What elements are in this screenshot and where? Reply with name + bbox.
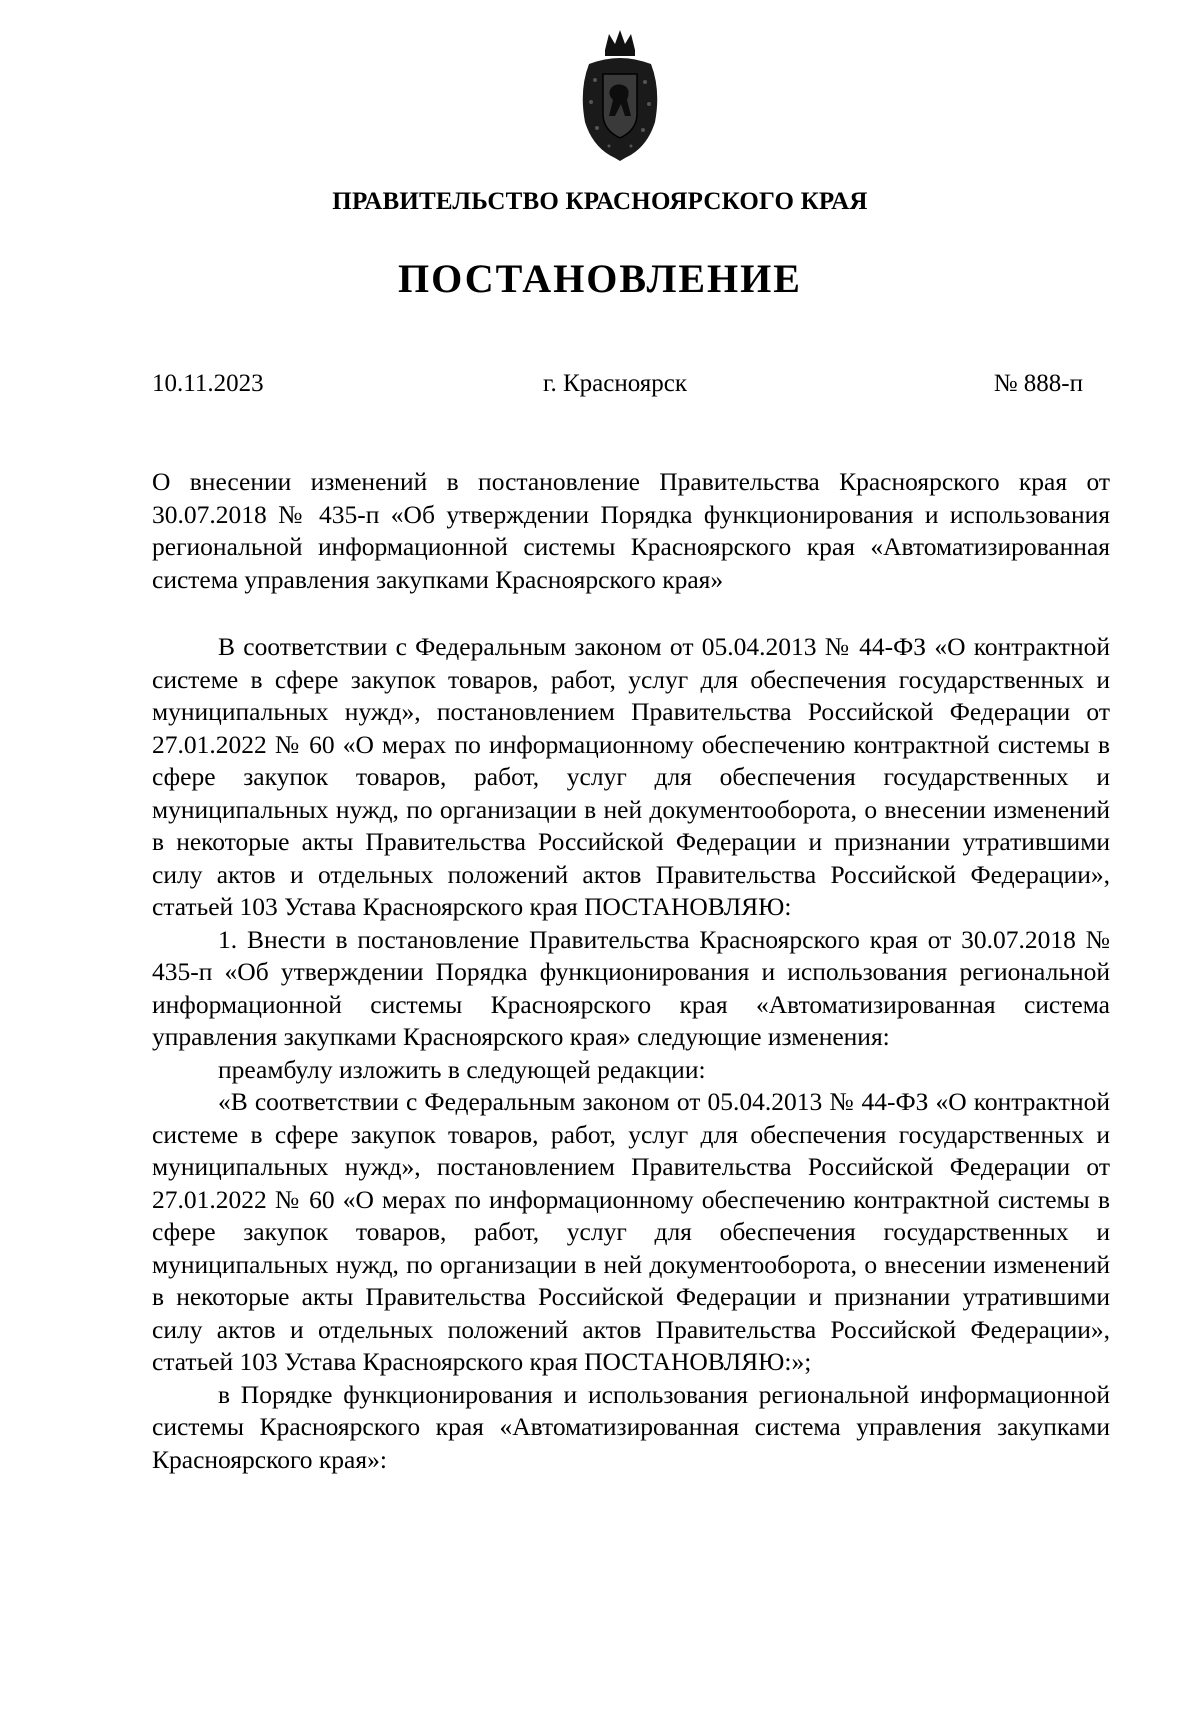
document-number: № 888-п — [993, 370, 1083, 397]
organization-name: ПРАВИТЕЛЬСТВО КРАСНОЯРСКОГО КРАЯ — [332, 188, 868, 215]
coat-of-arms-icon — [575, 30, 665, 162]
document-title — [152, 466, 1110, 596]
document-body — [152, 631, 1110, 1476]
document-type: ПОСТАНОВЛЕНИЕ — [398, 256, 802, 301]
body-paragraph-preamble: В соответствии с Федеральным законом от 05.04.2013 № 44-ФЗ «О контрактной системе в сфере закупок товаров, работ, услуг для обеспечения государственных и муниципальных нужд», постановлением Правительства Российской Федерации от 27.01.2022 № 60 «О мерах по информационному обеспечению контрактной системы в сфере закупок товаров, работ, услуг для обеспечения государственных и муниципальных нужд, по организации в ней документооборота, о внесении изменений в некоторые акты Правительства Российской Федерации и признании утратившими силу актов и отдельных положений актов Правительства Российской Федерации», статьей 103 Устава Красноярского края ПОСТАНОВЛЯЮ: — [152, 632, 1110, 921]
title-paragraph: О внесении изменений в постановление Правительства Красноярского края от 30.07.2018 № 435-п «Об утверждении Порядка функционирования и использования региональной информационной системы Красноярского края «Автоматизированная система управления закупками Красноярского края» — [152, 467, 1110, 594]
body-paragraph-preamble-intro: преамбулу изложить в следующей редакции: — [218, 1054, 706, 1084]
body-paragraph-order-changes: в Порядке функционирования и использования региональной информационной системы Красноярского края «Автоматизированная система управления закупками Красноярского края»: — [152, 1379, 1110, 1474]
body-paragraph-item-1: 1. Внести в постановление Правительства Красноярского края от 30.07.2018 № 435-п «Об утверждении Порядка функционирования и использования региональной информационной системы Красноярского края «Автоматизированная система управления закупками Красноярского края» следующие изменения: — [152, 924, 1110, 1051]
body-paragraph-new-preamble: «В соответствии с Федеральным законом от 05.04.2013 № 44-ФЗ «О контрактной системе в сфере закупок товаров, работ, услуг для обеспечения государственных и муниципальных нужд», постановлением Правительства Российской Федерации от 27.01.2022 № 60 «О мерах по информационному обеспечению контрактной системы в сфере закупок товаров, работ, услуг для обеспечения государственных и муниципальных нужд, по организации в ней документооборота, о внесении изменений в некоторые акты Правительства Российской Федерации и признании утратившими силу актов и отдельных положений актов Правительства Российской Федерации», статьей 103 Устава Красноярского края ПОСТАНОВЛЯЮ:»; — [152, 1087, 1110, 1376]
document-date: 10.11.2023 — [152, 370, 264, 397]
document-city: г. Красноярск — [543, 370, 687, 397]
